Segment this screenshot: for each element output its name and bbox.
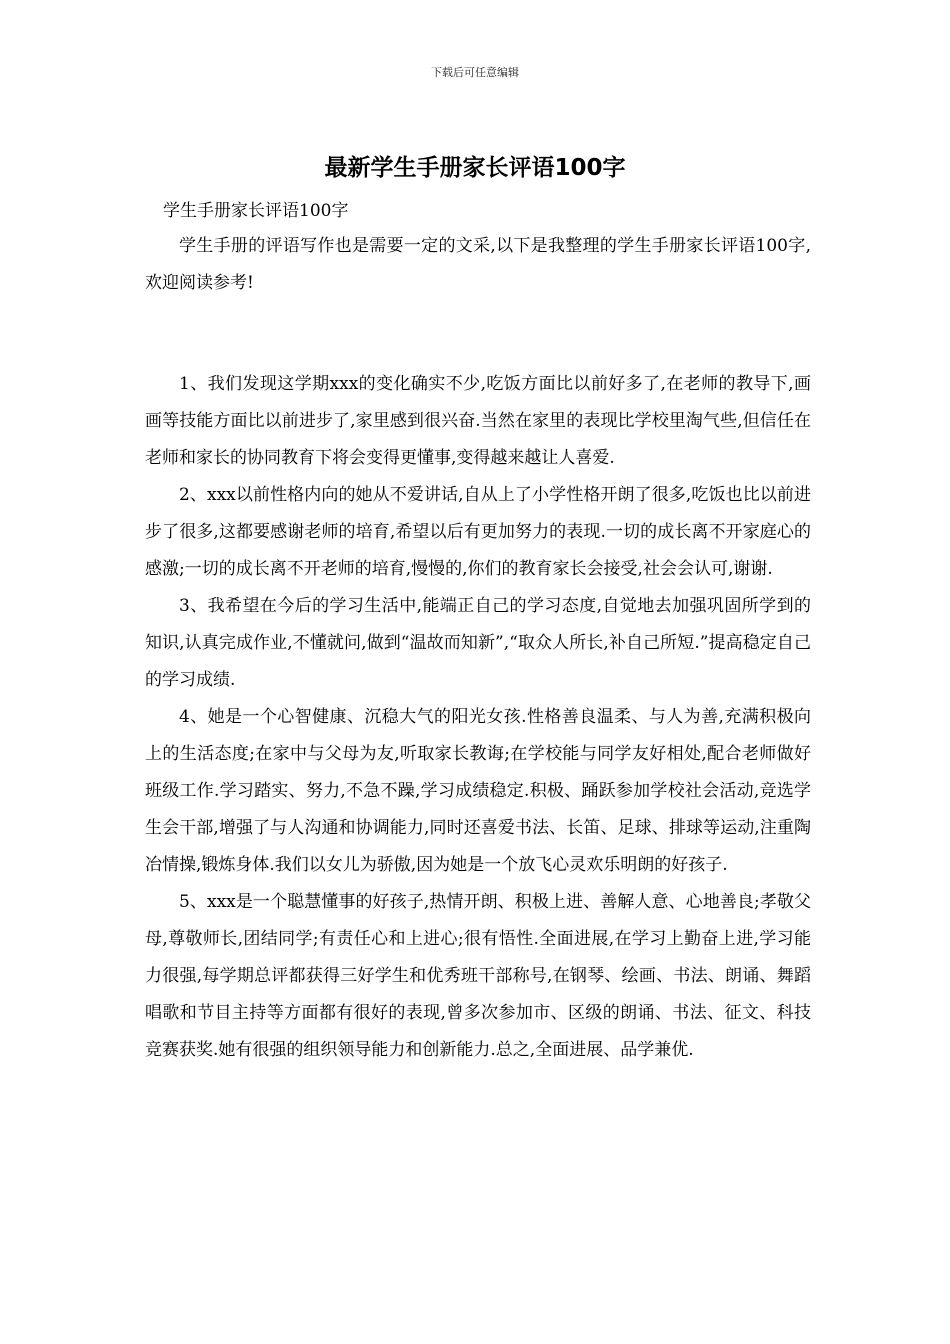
comment-item-1: 1、我们发现这学期xxx的变化确实不少,吃饭方面比以前好多了,在老师的教导下,画画等技能方面比以前进步了,家里感到很兴奋.当然在家里的表现比学校里淘气些,但信任在老师和家长的协同教育下将会变得更懂事,变得越来越让人喜爱. — [145, 374, 811, 468]
comment-item-4: 4、她是一个心智健康、沉稳大气的阳光女孩.性格善良温柔、与人为善,充满积极向上的生活态度;在家中与父母为友,听取家长教诲;在学校能与同学友好相处,配合老师做好班级工作.学习踏实、努力,不急不躁,学习成绩稳定.积极、踊跃参加学校社会活动,竞选学生会干部,增强了与人沟通和协调能力,同时还喜爱书法、长笛、足球、排球等运动,注重陶冶情操,锻炼身体.我们以女儿为骄傲,因为她是一个放飞心灵欢乐明朗的好孩子. — [145, 707, 811, 875]
comment-item-5: 5、xxx是一个聪慧懂事的好孩子,热情开朗、积极上进、善解人意、心地善良;孝敬父母,尊敬师长,团结同学;有责任心和上进心;很有悟性.全面进展,在学习上勤奋上进,学习能力很强,每学期总评都获得三好学生和优秀班干部称号,在钢琴、绘画、书法、朗诵、舞蹈唱歌和节目主持等方面都有很好的表现,曾多次参加市、区级的朗诵、书法、征文、科技竞赛获奖.她有很强的组织领导能力和创新能力.总之,全面进展、品学兼优. — [145, 892, 811, 1060]
document-subtitle: 学生手册家长评语100字 — [163, 201, 349, 221]
comment-item-3: 3、我希望在今后的学习生活中,能端正自己的学习态度,自觉地去加强巩固所学到的知识,认真完成作业,不懂就问,做到“温故而知新”,“取众人所长,补自己所短.”提高稳定自己的学习成绩. — [145, 596, 811, 690]
comments-list — [145, 366, 811, 1069]
intro-paragraph: 学生手册的评语写作也是需要一定的文采,以下是我整理的学生手册家长评语100字,欢迎阅读参考! — [145, 236, 811, 293]
intro-section — [145, 228, 811, 302]
header-note: 下载后可任意编辑 — [431, 66, 519, 79]
comment-item-2: 2、xxx以前性格内向的她从不爱讲话,自从上了小学性格开朗了很多,吃饭也比以前进步了很多,这都要感谢老师的培育,希望以后有更加努力的表现.一切的成长离不开家庭心的感激;一切的成长离不开老师的培育,慢慢的,你们的教育家长会接受,社会会认可,谢谢. — [145, 485, 811, 579]
document-title: 最新学生手册家长评语100字 — [324, 155, 626, 181]
